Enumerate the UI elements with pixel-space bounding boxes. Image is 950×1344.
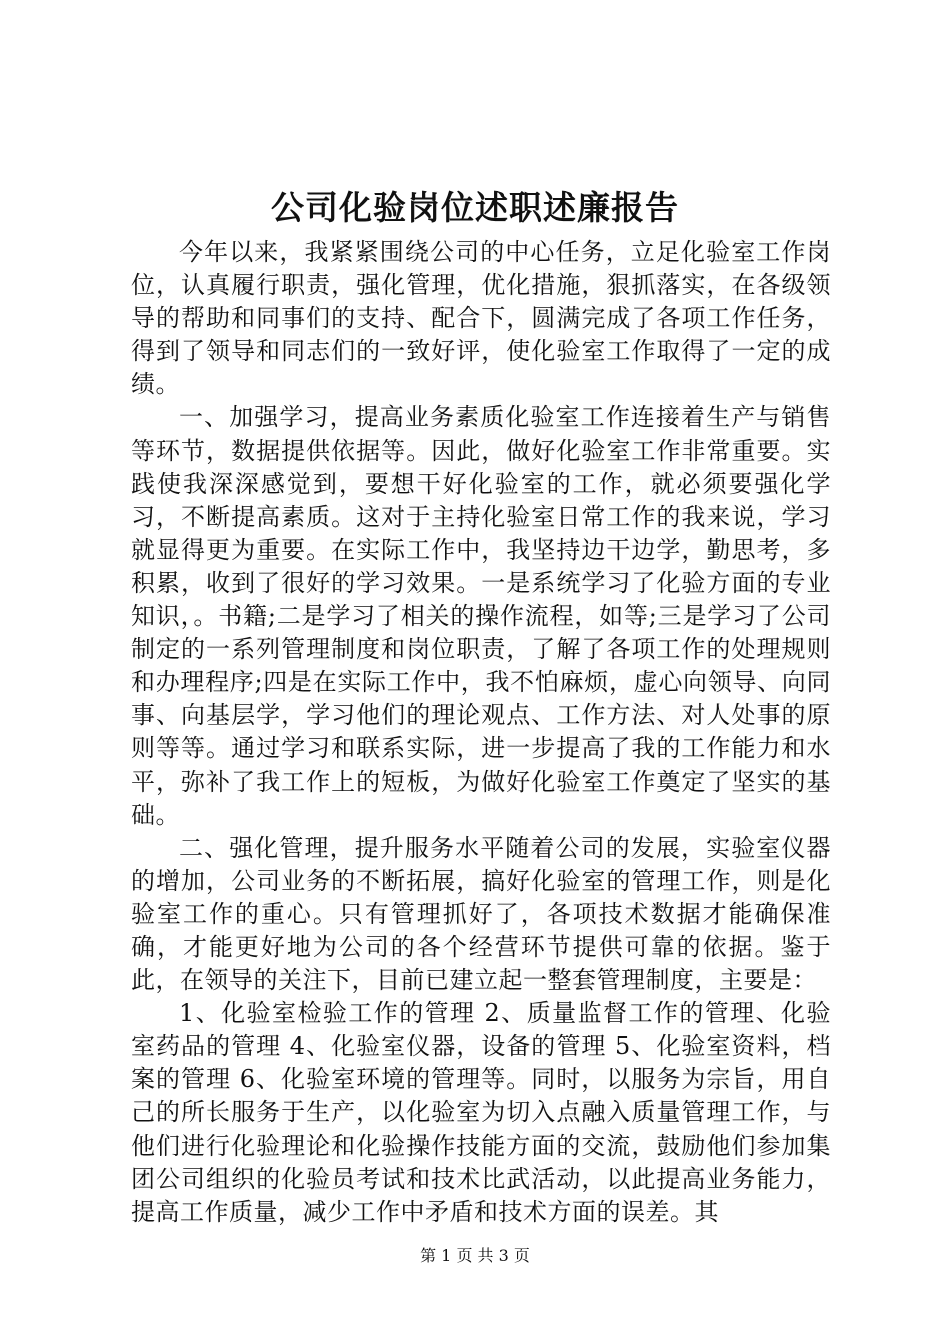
paragraph-section-1: 一、加强学习，提高业务素质化验室工作连接着生产与销售等环节，数据提供依据等。因此，做好化验室工作非常重要。实践使我深深感觉到，要想干好化验室的工作，就必须要强化学习，不断提高素质。这对于主持化验室日常工作的我来说，学习就显得更为重要。在实际工作中，我坚持边干边学，勤思考，多积累，收到了很好的学习效果。一是系统学习了化验方面的专业知识，。书籍;二是学习了相关的操作流程，如等;三是学习了公司制定的一系列管理制度和岗位职责，了解了各项工作的处理规则和办理程序;四是在实际工作中，我不怕麻烦，虚心向领导、向同事、向基层学，学习他们的理论观点、工作方法、对人处事的原则等等。通过学习和联系实际，进一步提高了我的工作能力和水平，弥补了我工作上的短板，为做好化验室工作奠定了坚实的基础。 (131, 403, 831, 829)
document-body (131, 236, 831, 1229)
paragraph-section-2: 二、强化管理，提升服务水平随着公司的发展，实验室仪器的增加，公司业务的不断拓展，搞好化验室的管理工作，则是化验室工作的重心。只有管理抓好了，各项技术数据才能确保准确，才能更好地为公司的各个经营环节提供可靠的依据。鉴于此，在领导的关注下，目前已建立起一整套管理制度，主要是： (131, 833, 831, 995)
paragraph-intro: 今年以来，我紧紧围绕公司的中心任务，立足化验室工作岗位，认真履行职责，强化管理，优化措施，狠抓落实，在各级领导的帮助和同事们的支持、配合下，圆满完成了各项工作任务，得到了领导和同志们的一致好评，使化验室工作取得了一定的成绩。 (131, 238, 831, 399)
paragraph-management-list: 1、化验室检验工作的管理 2、质量监督工作的管理、化验室药品的管理 4、化验室仪器，设备的管理 5、化验室资料，档案的管理 6、化验室环境的管理等。同时，以服务为宗旨，用自己的所长服务于生产，以化验室为切入点融入质量管理工作，与他们进行化验理论和化验操作技能方面的交流，鼓励他们参加集团公司组织的化验员考试和技术比武活动，以此提高业务能力，提高工作质量，减少工作中矛盾和技术方面的误差。其 (131, 999, 831, 1226)
document-title: 公司化验岗位述职述廉报告 (271, 188, 679, 227)
page-footer: 第 1 页 共 3 页 (420, 1246, 530, 1265)
